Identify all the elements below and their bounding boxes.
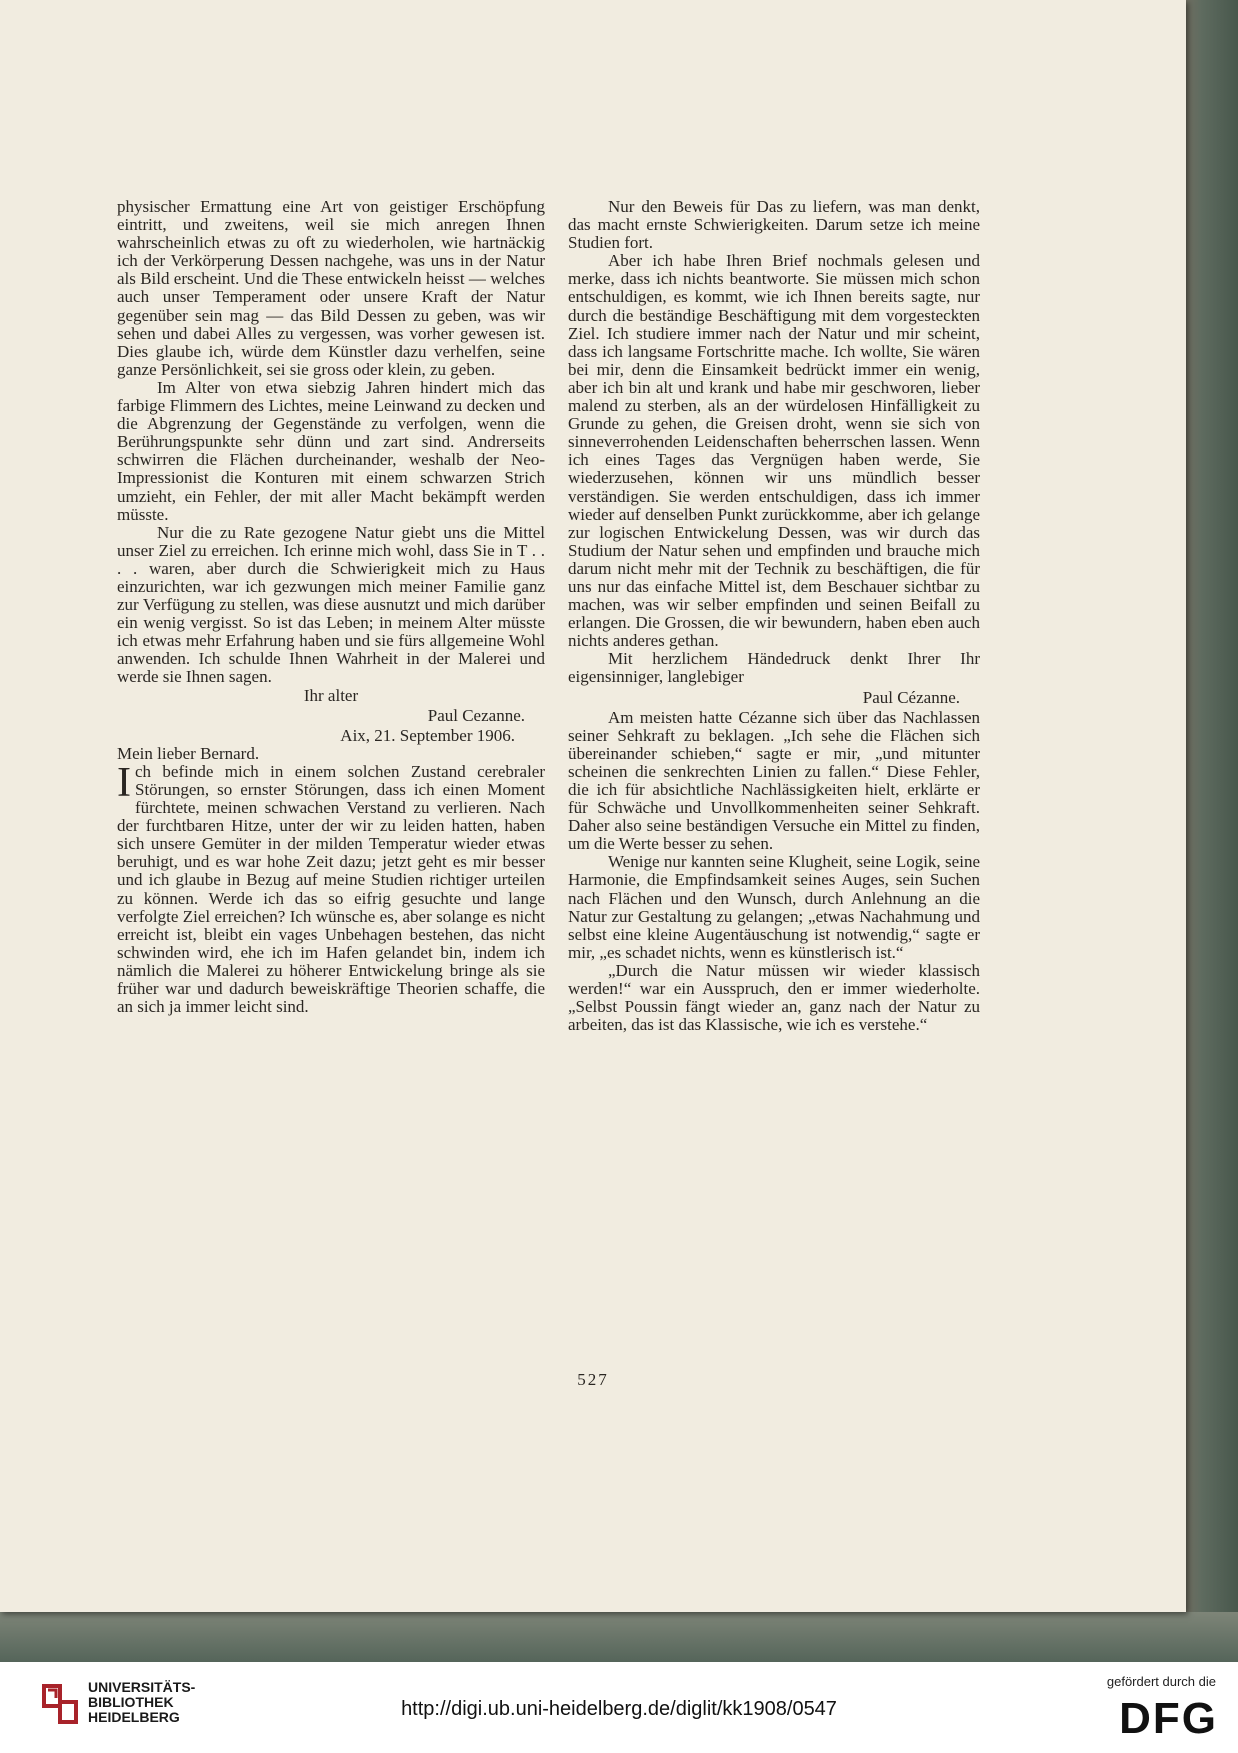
paragraph: physischer Ermattung eine Art von geistiger Erschöpfung eintritt, und zweitens, weil sie mich anregen Ihnen wahrscheinlich etwas zu oft zu wiederholen, wie hartnäckig ich der Verkörperung Dessen nachgehe, was uns in der Natur als Bild erscheint. Und die These entwickeln heisst — welches auch unser Temperament oder unsere Kraft der Natur gegenüber sein mag — das Bild Dessen zu geben, was wir sehen und dabei Alles zu vergessen, was vorher gewesen ist. Dies glaube ich, würde dem Künstler dazu verhelfen, seine ganze Persönlichkeit, sei sie gross oder klein, zu geben. (117, 197, 545, 379)
funded-by-label: gefördert durch die (1106, 1674, 1216, 1689)
right-column (568, 198, 980, 1034)
dateline: Aix, 21. September 1906. (340, 725, 515, 745)
drop-cap: I (117, 759, 131, 806)
library-name-line: HEIDELBERG (88, 1709, 180, 1725)
paragraph: Wenige nur kannten seine Klugheit, seine Logik, seine Harmonie, die Empfindsamkeit seines Auges, sein Suchen nach Flächen und den Wunsch, durch Anlehnung an die Natur zur Gestaltung zu gelangen; „etwas Nachahmung und selbst eine kleine Augentäuschung ist notwendig,“ sagte er mir, „es schadet nichts, wenn es künstlerisch ist.“ (568, 852, 980, 962)
signature: Paul Cézanne. (862, 687, 960, 707)
paragraph: „Durch die Natur müssen wir wieder klassisch werden!“ war ein Ausspruch, den er immer wiederholte. „Selbst Poussin fängt wieder an, ganz nach der Natur zu arbeiten, das ist das Klassische, wie ich es verstehe.“ (568, 960, 980, 1035)
dfg-logo: DFG (1119, 1694, 1218, 1743)
paragraph-text: ch befinde mich in einem solchen Zustand cerebraler Störungen, so ernster Störungen, dass ich einen Moment fürchtete, meinen schwachen Verstand zu verlieren. Nach der furchtbaren Hitze, unter der wir zu leiden hatten, haben sich unsere Gemüter in der milden Temperatur wieder etwas beruhigt, und es war hohe Zeit dazu; jetzt geht es mir besser und ich glaube in Bezug auf meine Studien richtiger urteilen zu können. Werde ich das so eifrig gesuchte und lange verfolgte Ziel erreichen? Ich wünsche es, aber solange es nicht erreicht ist, bleibt ein vages Unbehagen bestehen, das nicht schwinden wird, ehe ich im Hafen gelandet bin, indem ich nämlich die Malerei zu höherer Entwickelung bringe als sie früher war und dadurch beweiskräftige Theorien schaffe, die an sich ja immer leicht sind. (117, 761, 545, 1017)
paragraph: Nur die zu Rate gezogene Natur giebt uns die Mittel unser Ziel zu erreichen. Ich erinne mich wohl, dass Sie in T . . . . waren, aber durch die Schwierigkeit mich zu Haus einzurichten, war ich gezwungen mich meiner Familie ganz zur Verfügung zu stellen, was diese ausnutzt und mich darüber ein wenig vergisst. So ist das Leben; in meinem Alter müsste ich etwas mehr Erfahrung haben und sie fürs allgemeine Wohl anwenden. Ich schulde Ihnen Wahrheit in der Malerei und werde sie Ihnen sagen. (117, 522, 545, 687)
permalink-url[interactable]: http://digi.ub.uni-heidelberg.de/diglit/kk1908/0547 (401, 1698, 837, 1720)
letter-closing: Ihr alter (303, 685, 359, 705)
library-name-line: UNIVERSITÄTS- (88, 1679, 196, 1695)
page-bottom-shadow (0, 1612, 1238, 1662)
paragraph: Nur den Beweis für Das zu liefern, was man denkt, das macht ernste Schwierigkeiten. Darum setze ich meine Studien fort. (568, 197, 980, 253)
paragraph: Aber ich habe Ihren Brief nochmals gelesen und merke, dass ich nichts beantworte. Sie müssen mich schon entschuldigen, es kommt, wie ich Ihnen bereits sagte, nur durch die beständige Beschäftigung mit dem vorgesteckten Ziel. Ich studiere immer nach der Natur und mir scheint, dass ich langsame Fortschritte mache. Ich wollte, Sie wären bei mir, denn die Einsamkeit bedrückt immer ein wenig, aber ich bin alt und krank und habe mir geschworen, lieber malend zu sterben, als an der würdelosen Hinfälligkeit zu Grunde zu gehen, die Greisen droht, wenn sie sich von sinneverrohenden Leidenschaften beherrschen lassen. Wenn ich eines Tages das Vergnügen haben werde, Sie wiederzusehen, können wir uns mündlich besser verständigen. Sie werden entschuldigen, dass ich immer wieder auf denselben Punkt zurückkomme, aber ich gelange zur logischen Entwickelung Dessen, was wir durch das Studium der Natur sehen und empfinden und brauche mich darum nicht mehr mit der Technik zu beschäftigen, die für uns nur das einfache Mittel ist, dem Beschauer sichtbar zu machen, was wir selber empfinden und seinen Beifall zu erlangen. Die Grossen, die wir bewundern, haben eben auch nichts anderes gethan. (568, 251, 980, 651)
paragraph: Mit herzlichem Händedruck denkt Ihrer Ihr eigensinniger, langlebiger (568, 649, 980, 687)
footer-bar (0, 1662, 1238, 1753)
salutation: Mein lieber Bernard. (117, 743, 260, 763)
paragraph: Im Alter von etwa siebzig Jahren hindert mich das farbige Flimmern des Lichtes, meine Leinwand zu decken und die Abgrenzung der Gegenstände zu verfolgen, wenn die Berührungspunkte sehr dünn und zart sind. Andrerseits schwirren die Flächen durcheinander, weshalb der Neo-Impressionist die Konturen mit einem schwarzen Strich umzieht, ein Fehler, der mit aller Macht bekämpft werden müsste. (117, 377, 545, 524)
left-column (117, 198, 545, 1016)
paragraph (117, 759, 545, 1017)
paragraph: Am meisten hatte Cézanne sich über das Nachlassen seiner Sehkraft zu beklagen. „Ich sehe die Flächen sich übereinander schieben,“ sagte er mir, „und mitunter scheinen die senkrechten Linien zu fallen.“ Diese Fehler, die ich für absichtliche Nachlässigkeiten hielt, erklärte er für Schwäche und Unvollkommenheiten seiner Sehkraft. Daher also seine beständigen Versuche ein Mittel zu finden, um die Werte besser zu sehen. (568, 707, 980, 854)
signature: Paul Cezanne. (427, 705, 525, 725)
library-name-line: BIBLIOTHEK (88, 1694, 174, 1710)
book-edge (1178, 0, 1238, 1662)
page-number: 527 (577, 1370, 609, 1389)
